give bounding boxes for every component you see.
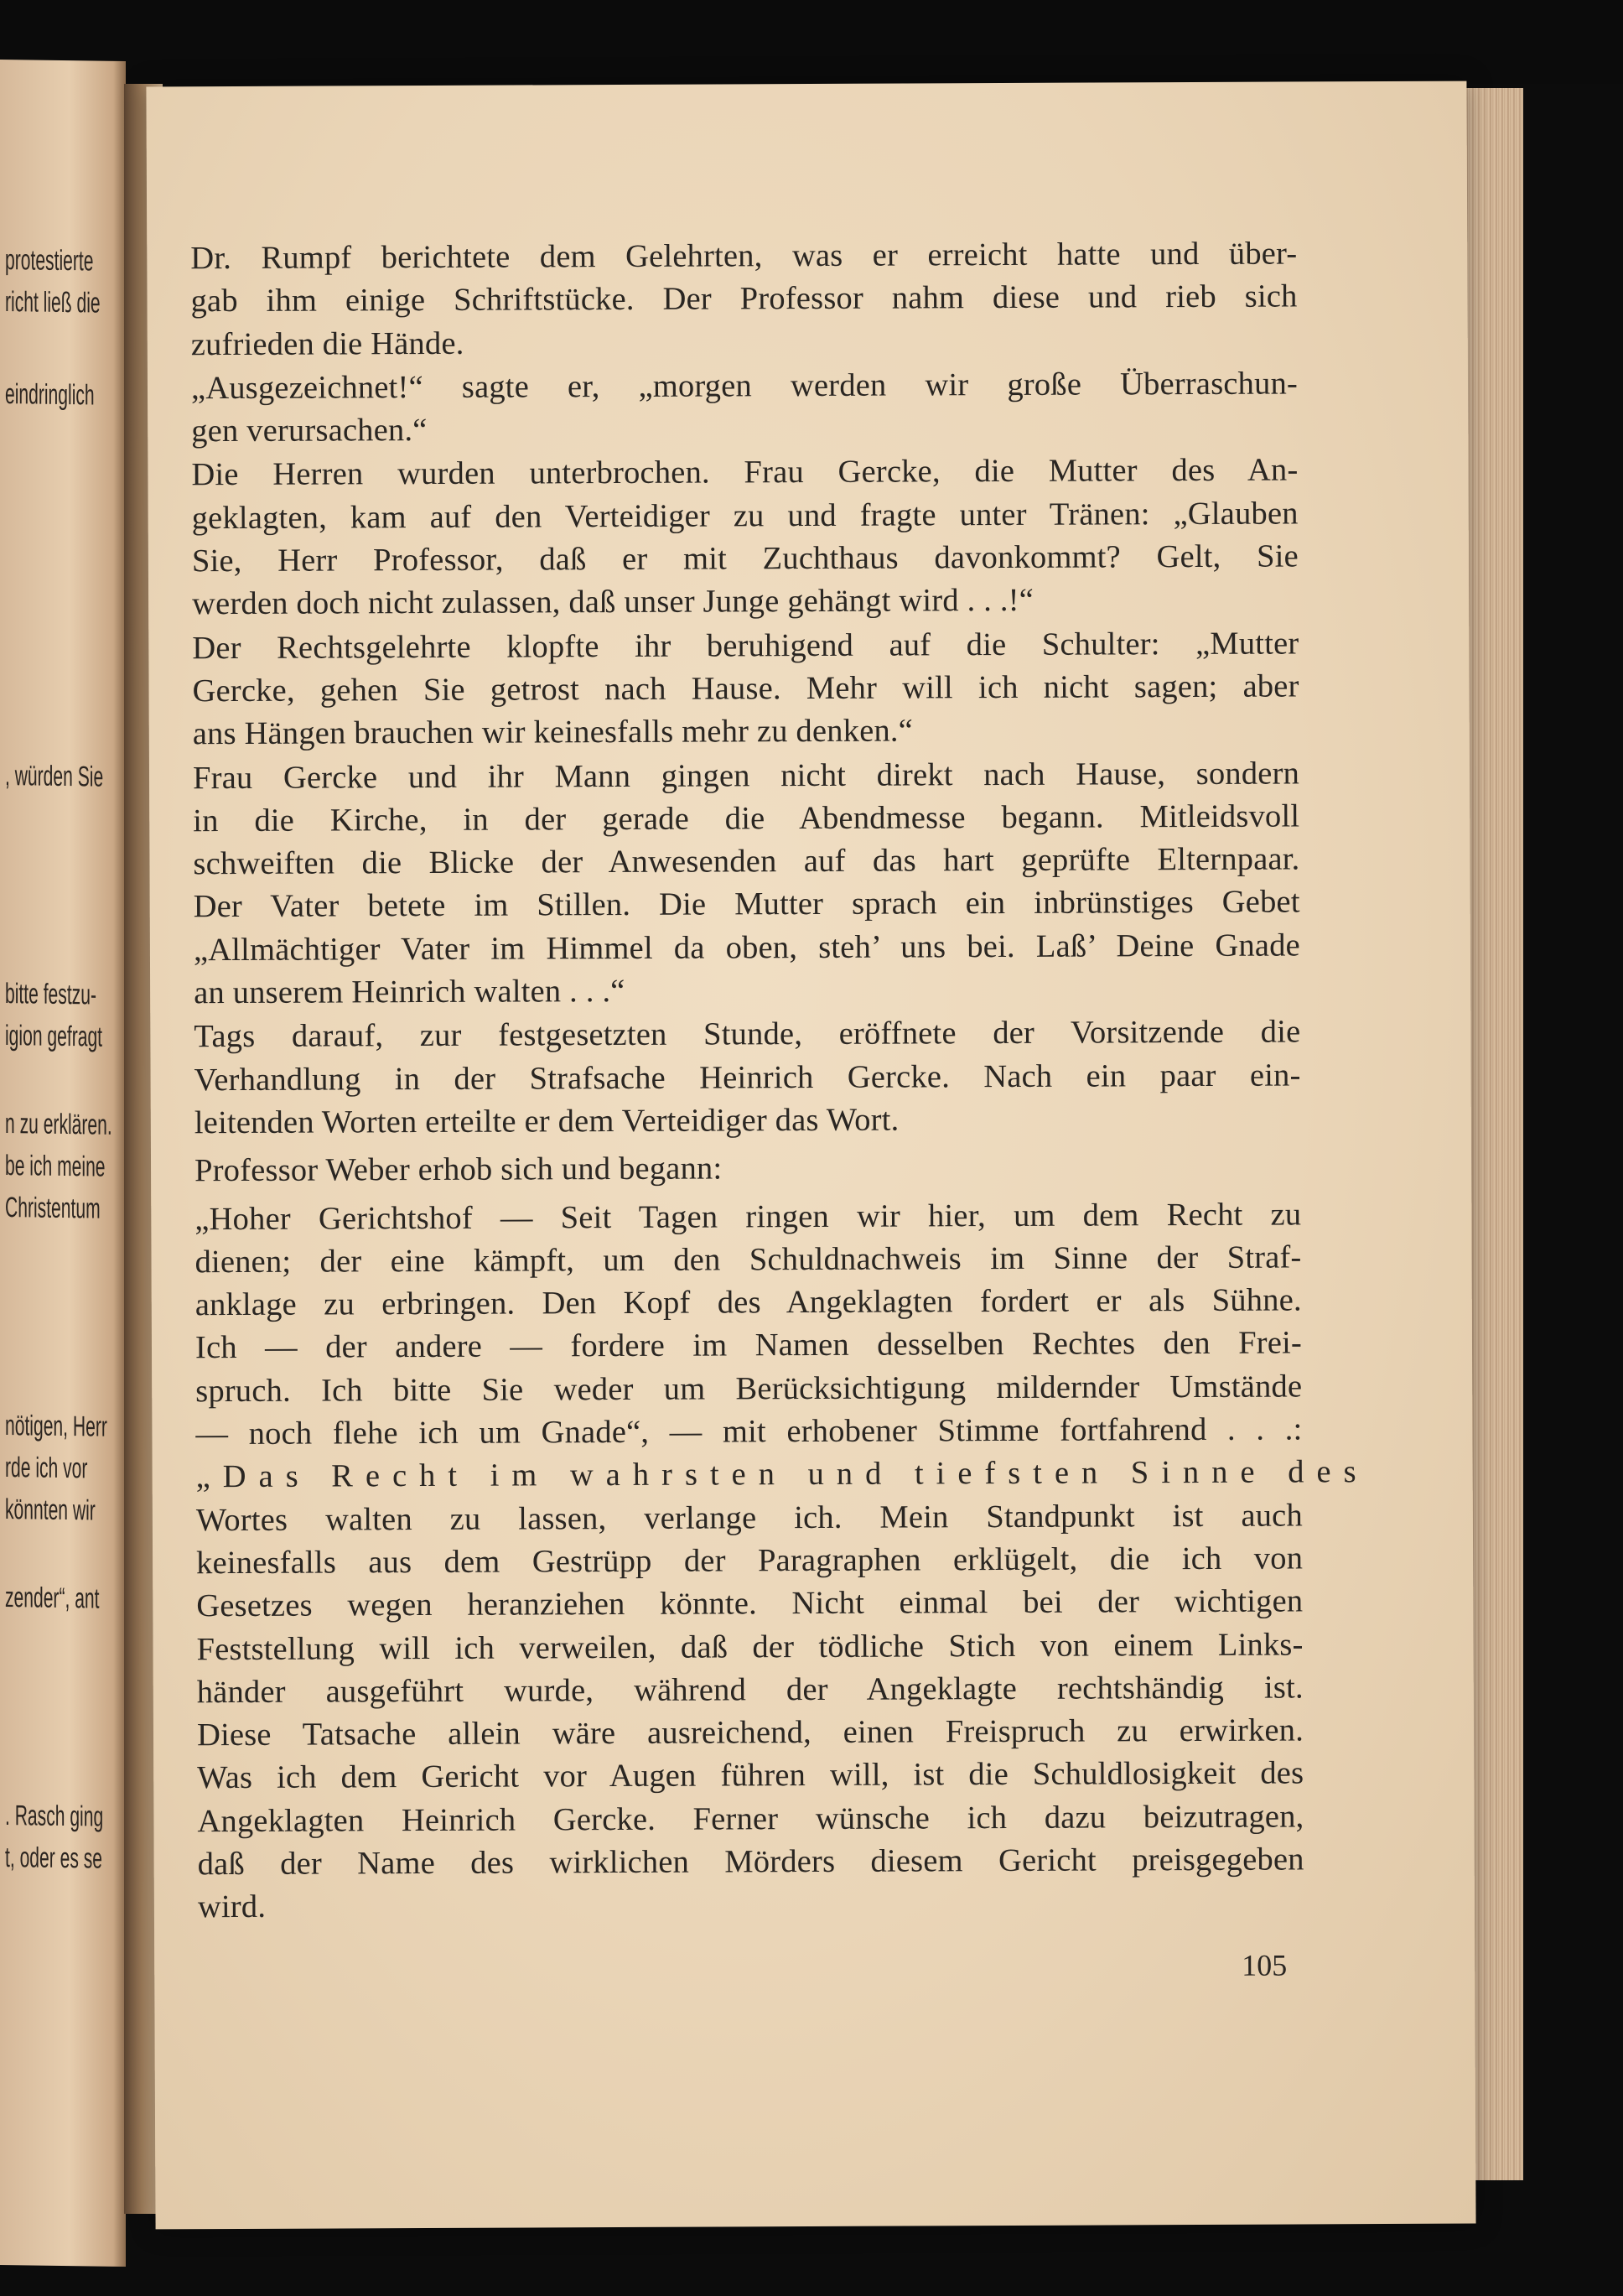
left-page-fragment: igion gefragt [5, 1020, 103, 1053]
paragraph [161, 1193, 1369, 1930]
text-line: gab ihm einige Schriftstücke. Der Professor nahm diese und rieb sich [190, 278, 1298, 319]
text-line: Dr. Rumpf berichtete dem Gelehrten, was er erreicht hatte und über- [190, 236, 1298, 277]
text-line: schweiften die Blicke der Anwesenden auf das hart geprüfte Elternpaar. [193, 841, 1300, 882]
text-line: leitenden Worten erteilte er dem Verteidiger das Wort. [194, 1102, 900, 1141]
left-page [0, 60, 126, 2267]
text-line: dienen; der eine kämpft, um den Schuldnachweis im Sinne der Straf- [194, 1239, 1302, 1280]
text-line: Professor Weber erhob sich und begann: [194, 1151, 723, 1189]
paragraph [158, 449, 1299, 626]
text-line: zufrieden die Hände. [190, 325, 464, 362]
paragraph [157, 232, 1298, 366]
text-line: Gesetzes wegen heranziehen könnte. Nicht einmal bei der wichtigen [196, 1583, 1304, 1624]
text-line: Tags darauf, zur festgesetzten Stunde, eröffnete der Vorsitzende die [194, 1014, 1301, 1055]
text-line: „Hoher Gerichtshof — Seit Tagen ringen wir hier, um dem Recht zu [194, 1196, 1302, 1237]
left-page-fragment: . Rasch ging [5, 1800, 104, 1833]
text-line: an unserem Heinrich walten . . .“ [194, 974, 625, 1011]
left-page-fragment: richt ließ die [5, 286, 101, 319]
text-line: geklagten, kam auf den Verteidiger zu und fragte unter Tränen: „Glauben [191, 496, 1299, 536]
left-page-fragment: , würden Sie [5, 760, 104, 793]
paragraph [158, 362, 1298, 454]
text-line: Der Vater betete im Stillen. Die Mutter sprach ein inbrünstiges Gebet [193, 884, 1300, 925]
left-page-fragment: rde ich vor [5, 1452, 88, 1485]
left-page-fragment: könnten wir [5, 1493, 96, 1527]
text-line: Gercke, gehen Sie getrost nach Hause. Mehr will ich nicht sagen; aber [192, 668, 1299, 709]
text-line: Die Herren wurden unterbrochen. Frau Gercke, die Mutter des An- [191, 452, 1299, 493]
text-line: Feststellung will ich verweilen, daß der tödliche Stich von einem Links- [196, 1626, 1304, 1667]
text-line: spruch. Ich bitte Sie weder um Berücksichtigung mildernder Umstände [195, 1369, 1303, 1409]
text-line: werden doch nicht zulassen, daß unser Junge gehängt wird . . .!“ [192, 583, 1034, 622]
left-page-fragment: nötigen, Herr [5, 1410, 107, 1443]
text-line: Sie, Herr Professor, daß er mit Zuchthaus davonkommt? Gelt, Sie [191, 538, 1299, 579]
text-line: Der Rechtsgelehrte klopfte ihr beruhigend auf die Schulter: „Mutter [192, 626, 1299, 666]
background-top [0, 0, 1623, 84]
text-line: „Allmächtiger Vater im Himmel da oben, steh’ uns bei. Laß’ Deine Gnade [193, 927, 1301, 968]
left-page-fragment: n zu erklären. [5, 1108, 112, 1141]
text-line: Wortes walten zu lassen, verlange ich. Mein Standpunkt ist auch [195, 1498, 1303, 1538]
right-page [146, 81, 1475, 2230]
text-line-spaced: „Das Recht im wahrsten und tiefsten Sinne des [195, 1454, 1369, 1495]
page-text [157, 232, 1369, 1930]
text-line: in die Kirche, in der gerade die Abendmesse begann. Mitleidsvoll [193, 798, 1300, 839]
paragraph [161, 1145, 1301, 1193]
left-page-fragment: protestierte [5, 244, 94, 278]
text-line: anklage zu erbringen. Den Kopf des Angeklagten fordert er als Sühne. [194, 1282, 1302, 1323]
text-line: Frau Gercke und ihr Mann gingen nicht direkt nach Hause, sondern [192, 756, 1300, 796]
left-page-fragment: be ich meine [5, 1150, 106, 1183]
text-line: Was ich dem Gericht vor Augen führen will, ist die Schuldlosigkeit des [197, 1755, 1304, 1796]
text-line: Verhandlung in der Strafsache Heinrich Gercke. Nach ein paar ein- [194, 1057, 1301, 1098]
text-line: Ich — der andere — fordere im Namen desselben Rechtes den Frei- [194, 1325, 1303, 1366]
text-line: Angeklagten Heinrich Gercke. Ferner wünsche ich dazu beizutragen, [197, 1799, 1304, 1839]
page-number: 105 [1242, 1948, 1288, 1982]
text-line: ans Hängen brauchen wir keinesfalls mehr zu denken.“ [192, 713, 914, 752]
text-line: daß der Name des wirklichen Mörders diesem Gericht preisgegeben [197, 1841, 1304, 1883]
text-line: gen verursachen.“ [191, 413, 428, 449]
text-line: — noch flehe ich um Gnade“, — mit erhobener Stimme fortfahrend . . .: [195, 1411, 1303, 1452]
left-page-fragment: bitte festzu- [5, 978, 96, 1011]
left-page-fragment: Christentum [5, 1192, 101, 1225]
left-page-fragment: t, oder es se [5, 1841, 103, 1875]
text-line: „Ausgezeichnet!“ sagte er, „morgen werden wir große Überraschun- [190, 366, 1299, 407]
text-line: händer ausgeführt wurde, während der Angeklagte rechtshändig ist. [196, 1670, 1304, 1710]
paragraph [159, 752, 1300, 1016]
text-line: Diese Tatsache allein wäre ausreichend, einen Freispruch zu erwirken. [196, 1712, 1304, 1753]
left-page-fragment: eindringlich [5, 378, 95, 412]
text-line: keinesfalls aus dem Gestrüpp der Paragraphen erklügelt, die ich von [196, 1540, 1304, 1582]
paragraph [158, 622, 1299, 756]
paragraph [160, 1011, 1301, 1145]
left-page-fragment: zender“, ant [5, 1582, 100, 1615]
text-line: wird. [197, 1889, 267, 1925]
